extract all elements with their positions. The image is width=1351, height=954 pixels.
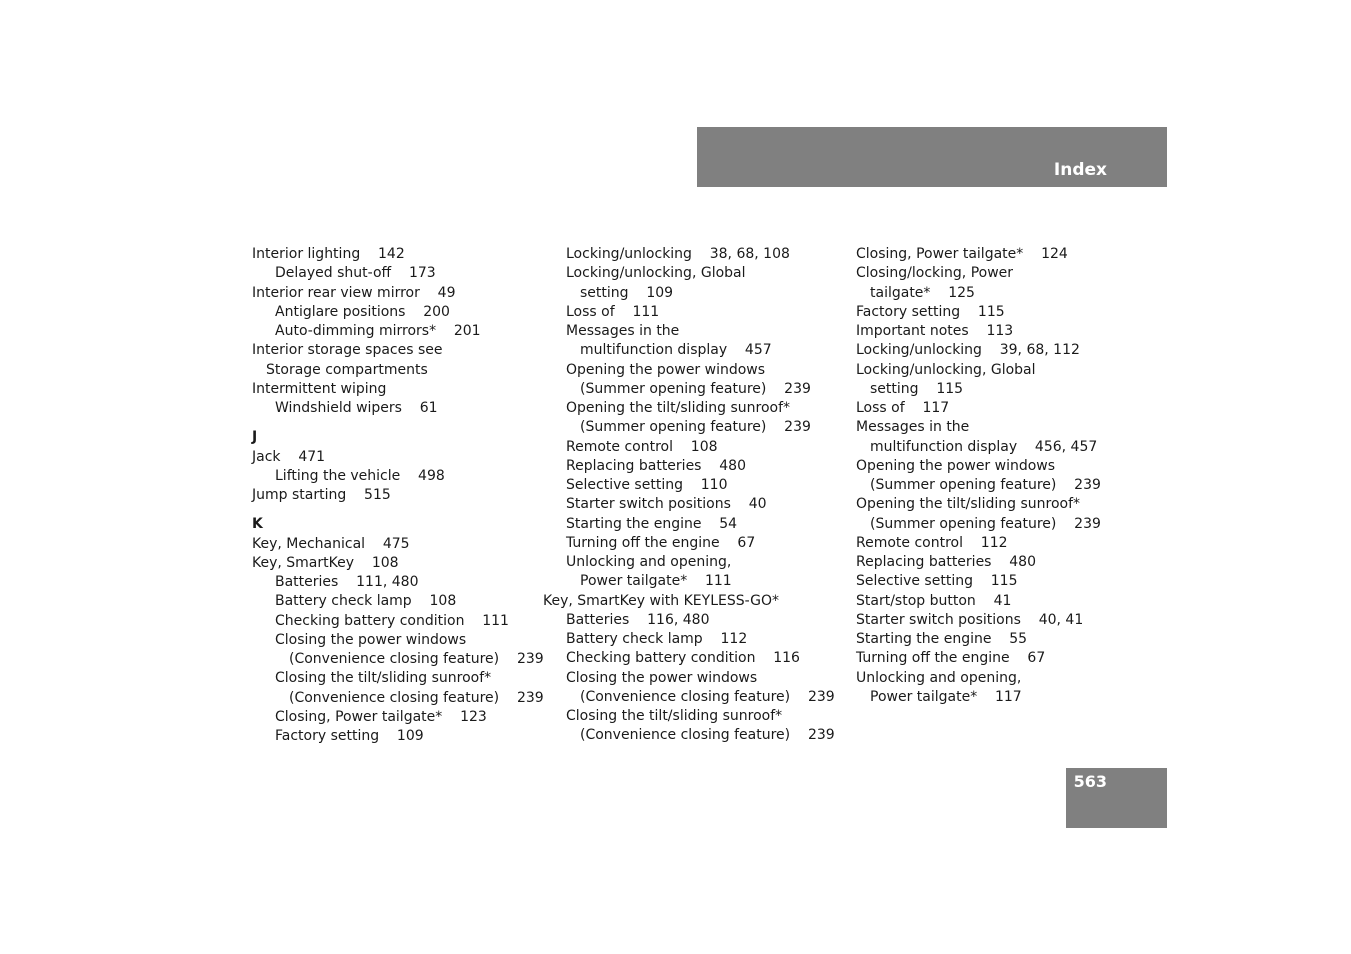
index-entry: setting 115 — [870, 380, 964, 397]
index-entry: tailgate* 125 — [870, 284, 975, 301]
index-entry: (Convenience closing feature) 239 — [289, 689, 544, 706]
index-entry: Closing, Power tailgate* 123 — [275, 708, 487, 725]
index-letter-heading: K — [252, 516, 263, 533]
index-entry: Selective setting 115 — [856, 573, 1018, 590]
index-entry: Messages in the — [566, 323, 680, 339]
index-entry: Key, Mechanical 475 — [252, 535, 410, 552]
index-entry: Start/stop button 41 — [856, 592, 1012, 609]
index-entry: Closing the power windows — [275, 631, 467, 648]
index-entry: Battery check lamp 108 — [275, 593, 457, 610]
index-entry: Starter switch positions 40 — [566, 496, 767, 513]
index-entry: (Convenience closing feature) 239 — [580, 688, 835, 705]
index-entry: Factory setting 115 — [856, 303, 1005, 320]
index-entry: Locking/unlocking, Global — [856, 361, 1036, 378]
index-entry: multifunction display 457 — [580, 342, 772, 359]
index-entry: Locking/unlocking 38, 68, 108 — [566, 246, 790, 262]
index-entry: Power tailgate* 117 — [870, 688, 1022, 705]
index-entry: multifunction display 456, 457 — [870, 438, 1098, 455]
index-entry: Jack 471 — [252, 448, 326, 465]
index-entry: Lifting the vehicle 498 — [275, 467, 445, 484]
index-entry: setting 109 — [580, 284, 674, 301]
index-entry: Batteries 111, 480 — [275, 574, 419, 590]
index-entry: Starting the engine 54 — [566, 515, 738, 532]
index-letter-heading: J — [252, 429, 258, 446]
index-entry: Jump starting 515 — [252, 487, 391, 503]
index-entry: Opening the tilt/sliding sunroof* — [856, 496, 1080, 513]
index-entry: Closing, Power tailgate* 124 — [856, 246, 1068, 262]
index-column-3 — [856, 245, 1101, 707]
index-entry: Starting the engine 55 — [856, 631, 1028, 647]
index-entry: Opening the power windows — [566, 361, 766, 378]
index-entry: Opening the tilt/sliding sunroof* — [566, 400, 790, 416]
index-entry: (Summer opening feature) 239 — [870, 477, 1101, 493]
index-entry: Opening the power windows — [856, 457, 1056, 474]
index-entry: Turning off the engine 67 — [856, 650, 1046, 667]
index-entry: Interior lighting 142 — [252, 246, 405, 262]
index-entry: Checking battery condition 111 — [275, 612, 509, 629]
index-entry: Closing/locking, Power — [856, 265, 1014, 282]
index-entry: Storage compartments — [266, 361, 428, 378]
index-entry: Batteries 116, 480 — [566, 611, 710, 628]
index-entry: (Convenience closing feature) 239 — [289, 651, 544, 667]
index-entry: Interior rear view mirror 49 — [252, 284, 456, 301]
index-entry: (Summer opening feature) 239 — [580, 419, 811, 436]
index-entry: Closing the tilt/sliding sunroof* — [275, 670, 492, 687]
index-entry: Starter switch positions 40, 41 — [856, 611, 1084, 628]
index-entry: Unlocking and opening, — [566, 554, 732, 570]
header-bar — [697, 127, 1167, 187]
index-entry: Replacing batteries 480 — [856, 554, 1036, 570]
index-entry: (Summer opening feature) 239 — [580, 380, 811, 397]
section-title: Index — [1053, 160, 1107, 180]
index-entry: (Summer opening feature) 239 — [870, 515, 1101, 532]
index-column-1 — [252, 245, 544, 746]
index-entry: Power tailgate* 111 — [580, 573, 732, 590]
index-entry: Factory setting 109 — [275, 728, 424, 744]
index-entry: (Convenience closing feature) 239 — [580, 727, 835, 744]
index-entry: Locking/unlocking 39, 68, 112 — [856, 342, 1080, 359]
index-entry: Delayed shut-off 173 — [275, 265, 436, 282]
index-entry: Remote control 112 — [856, 534, 1008, 551]
letter-gap — [252, 505, 544, 515]
index-entry: Remote control 108 — [566, 438, 718, 455]
index-entry: Loss of 117 — [856, 400, 950, 416]
index-column-2 — [543, 245, 835, 746]
index-entry: Closing the tilt/sliding sunroof* — [566, 708, 783, 724]
index-entry: Key, SmartKey 108 — [252, 554, 399, 571]
index-entry: Battery check lamp 112 — [566, 631, 748, 647]
letter-gap — [252, 418, 544, 428]
index-entry: Auto-dimming mirrors* 201 — [275, 323, 481, 339]
index-entry: Unlocking and opening, — [856, 669, 1022, 686]
index-entry: Closing the power windows — [566, 669, 758, 686]
page-number: 563 — [1073, 772, 1107, 791]
index-entry: Key, SmartKey with KEYLESS-GO* — [543, 592, 780, 609]
index-entry: Antiglare positions 200 — [275, 303, 450, 320]
index-entry: Intermittent wiping — [252, 380, 387, 397]
index-entry: Important notes 113 — [856, 323, 1014, 339]
index-entry: Interior storage spaces see — [252, 342, 443, 359]
index-entry: Locking/unlocking, Global — [566, 265, 746, 282]
index-entry: Replacing batteries 480 — [566, 457, 746, 474]
index-entry: Messages in the — [856, 419, 970, 436]
index-entry: Checking battery condition 116 — [566, 650, 800, 667]
index-entry: Turning off the engine 67 — [566, 534, 756, 551]
index-entry: Windshield wipers 61 — [275, 400, 438, 416]
index-entry: Loss of 111 — [566, 303, 660, 320]
index-entry: Selective setting 110 — [566, 477, 728, 493]
page-number-box — [1066, 768, 1167, 828]
